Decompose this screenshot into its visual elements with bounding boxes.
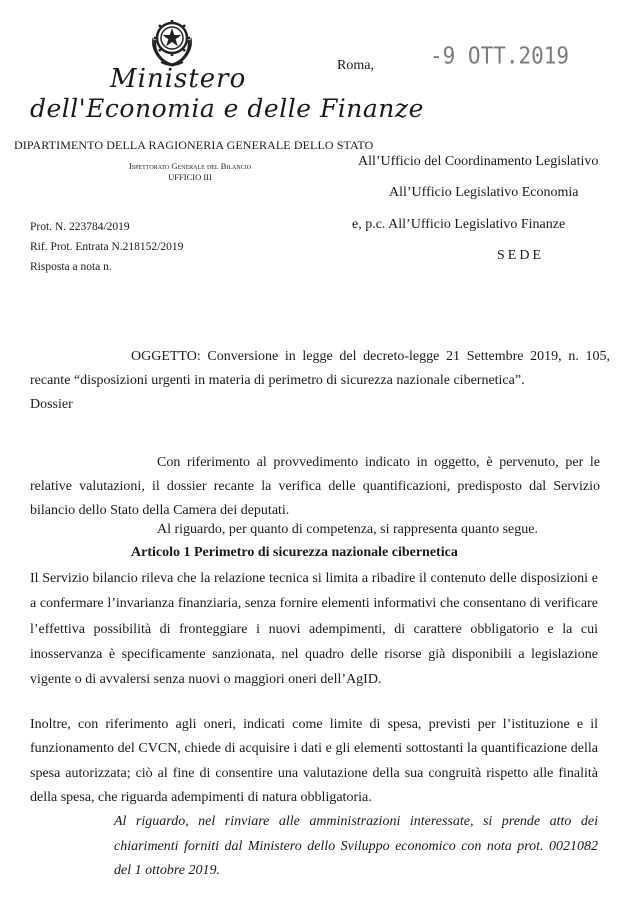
- sede-label: SEDE: [497, 248, 544, 263]
- body-paragraph-4: Inoltre, con riferimento agli oneri, indicati come limite di spesa, previsti per l’istituzione e il funzionamento del CVCN, chiede di acquisire i dati e gli elementi sottostanti la quantificazione della spesa autorizzata; ciò al fine di consentire una valutazione della sua congruità rispetto alle finalità della spesa, che riguarda adempimenti di natura obbligatoria.: [30, 717, 598, 805]
- article-heading: Articolo 1 Perimetro di sicurezza nazionale cibernetica: [131, 545, 458, 560]
- italian-republic-emblem-icon: [147, 10, 197, 68]
- recipient-coordination-office: All’Ufficio del Coordinamento Legislativo: [358, 154, 599, 169]
- subject-dossier: Dossier: [30, 397, 73, 412]
- subject-block: [30, 345, 610, 417]
- protocol-reference: Rif. Prot. Entrata N.218152/2019: [30, 241, 184, 253]
- recipient-legislative-economy: All’Ufficio Legislativo Economia: [389, 185, 579, 200]
- body-paragraph-5: Al riguardo, nel rinviare alle amministrazioni interessate, si prende atto dei chiarimenti forniti dal Ministero dello Sviluppo economico con nota prot. 0021082 del 1 ottobre 2019.: [114, 814, 598, 878]
- office-name: UFFICIO III: [168, 172, 212, 182]
- date-stamp: -9 OTT.2019: [430, 42, 570, 70]
- protocol-number: Prot. N. 223784/2019: [30, 221, 130, 233]
- recipient-legislative-finance: e, p.c. All’Ufficio Legislativo Finanze: [352, 217, 566, 232]
- place-label: Roma,: [337, 58, 374, 73]
- inspectorate-name: Ispettorato Generale del Bilancio: [128, 161, 252, 171]
- body-paragraph-2: Al riguardo, per quanto di competenza, si rappresenta quanto segue.: [157, 522, 538, 537]
- ministry-name-line2: dell'Economia e delle Finanze: [30, 94, 424, 123]
- subject-line: OGGETTO: Conversione in legge del decreto-legge 21 Settembre 2019, n. 105, recante “disposizioni urgenti in materia di perimetro di sicurezza nazionale cibernetica”.: [30, 349, 610, 388]
- body-paragraph-3: Il Servizio bilancio rileva che la relazione tecnica si limita a ribadire il contenuto delle disposizioni e a confermare l’invarianza finanziaria, senza fornire elementi informativi che consentano di verificare l’effettiva possibilità di fronteggiare i nuovi adempimenti, di carattere obbligatorio e la cui inosservanza è specificamente sanzionata, nel quadro delle risorse già disponibili a legislazione vigente o di avvalersi senza nuovi o maggiori oneri dell’AgID.: [30, 571, 598, 688]
- body-paragraph-1: Con riferimento al provvedimento indicato in oggetto, è pervenuto, per le relative valutazioni, il dossier recante la verifica delle quantificazioni, predisposto dal Servizio bilancio dello Stato della Camera dei deputati.: [30, 455, 600, 518]
- ministry-name-line1: Ministero: [110, 64, 247, 94]
- department-name: DIPARTIMENTO DELLA RAGIONERIA GENERALE DELLO STATO: [14, 138, 374, 152]
- protocol-reply: Risposta a nota n.: [30, 261, 112, 273]
